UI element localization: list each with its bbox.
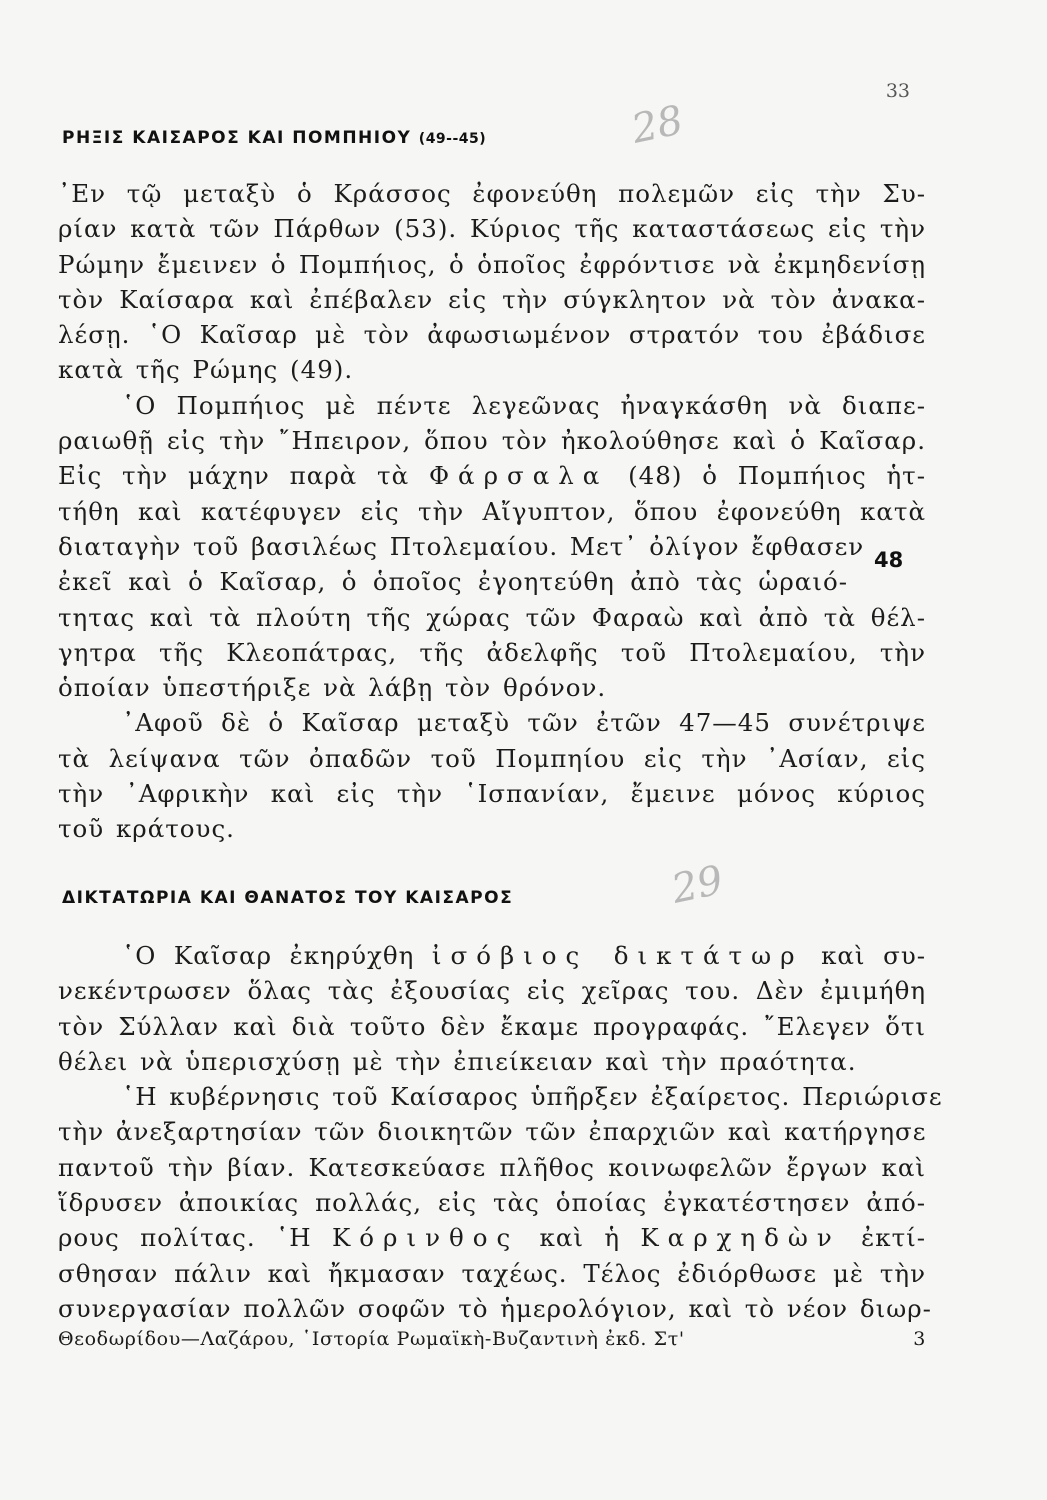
text-line: τοῦ κράτους. <box>58 814 235 844</box>
text-line: θέλει νὰ ὑπερισχύσῃ μὲ τὴν ἐπιείκειαν καὶ τὴν πραότητα. <box>58 1046 857 1076</box>
text-line: ἐκεῖ καὶ ὁ Καῖσαρ, ὁ ὁποῖος ἐγοητεύθη ἀπὸ τὰς ὡραιό- <box>58 567 848 597</box>
emphasized-place-carthage: Καρχηδὼν <box>640 1223 841 1253</box>
text-line: παντοῦ τὴν βίαν. Κατεσκεύασε πλῆθος κοινωφελῶν ἔργων καὶ <box>58 1152 926 1182</box>
section-heading-1-years: (49--45) <box>418 131 487 147</box>
signature-mark: 3 <box>913 1328 926 1350</box>
handwritten-note-28: 28 <box>627 97 688 153</box>
section-heading-2: ΔΙΚΤΑΤΩΡΙΑ ΚΑΙ ΘΑΝΑΤΟΣ ΤΟΥ ΚΑΙΣΑΡΟΣ <box>62 888 514 908</box>
text-line-with-emphasis <box>58 938 926 973</box>
text-line: τὰ λείψανα τῶν ὀπαδῶν τοῦ Πομπηίου εἰς τὴν ᾿Ασίαν, εἰς <box>58 743 926 773</box>
text-line: ᾿Αφοῦ δὲ ὁ Καῖσαρ μεταξὺ τῶν ἐτῶν 47—45 συνέτριψε <box>122 708 926 738</box>
page-footer <box>58 1328 926 1350</box>
text-fragment: ῾Ο Καῖσαρ ἐκηρύχθη <box>122 941 415 970</box>
text-line: ᾿Εν τῷ μεταξὺ ὁ Κράσσος ἐφονεύθη πολεμῶν εἰς τὴν Συ- <box>58 179 926 208</box>
text-line: τὴν ἀνεξαρτησίαν τῶν διοικητῶν τῶν ἐπαρχιῶν καὶ κατήργησε <box>58 1117 927 1147</box>
text-line: συνεργασίαν πολλῶν σοφῶν τὸ ἡμερολόγιον, καὶ τὸ νέον διωρ- <box>58 1293 932 1323</box>
section-2-body <box>58 938 943 1326</box>
text-fragment: ρους πολίτας. ῾Η <box>58 1223 312 1253</box>
text-line: ρίαν κατὰ τῶν Πάρθων (53). Κύριος τῆς καταστάσεως εἰς τὴν <box>58 214 926 244</box>
text-fragment: καὶ συ- <box>821 941 926 970</box>
text-line: τητας καὶ τὰ πλούτη τῆς χώρας τῶν Φαραὼ καὶ ἀπὸ τὰ θέλ- <box>58 602 926 632</box>
page-number: 33 <box>885 80 910 102</box>
book-citation: Θεοδωρίδου—Λαζάρου, ῾Ιστορία Ρωμαϊκὴ-Βυζαντινὴ ἐκδ. Στ' <box>58 1328 685 1350</box>
handwritten-note-29: 29 <box>667 857 728 913</box>
text-fragment: (48) ὁ Πομπήιος ἡτ- <box>628 461 926 491</box>
text-line: τὴν ᾿Αφρικὴν καὶ εἰς τὴν ῾Ισπανίαν, ἔμεινε μόνος κύριος <box>58 779 926 809</box>
text-line: ραιωθῇ εἰς τὴν ῎Ηπειρον, ὅπου τὸν ἠκολούθησε καὶ ὁ Καῖσαρ. <box>58 426 926 456</box>
text-line: σθησαν πάλιν καὶ ἤκμασαν ταχέως. Τέλος ἐδιόρθωσε μὲ τὴν <box>58 1258 926 1288</box>
section-heading-1-title: ΡΗΞΙΣ ΚΑΙΣΑΡΟΣ ΚΑΙ ΠΟΜΠΗΙΟΥ <box>62 128 412 148</box>
text-line: Ρώμην ἔμεινεν ὁ Πομπήιος, ὁ ὁποῖος ἐφρόντισε νὰ ἐκμηδενίσῃ <box>58 249 926 279</box>
text-line-with-emphasis <box>58 458 926 493</box>
emphasized-title-dictator: ἰσόβιος δικτάτωρ <box>431 941 804 970</box>
text-line: τήθη καὶ κατέφυγεν εἰς τὴν Αἴγυπτον, ὅπου ἐφονεύθη κατὰ <box>58 496 926 526</box>
text-fragment: Εἰς τὴν μάχην παρὰ τὰ <box>58 461 410 491</box>
text-line: τὸν Σύλλαν καὶ διὰ τοῦτο δὲν ἔκαμε προγραφάς. ῎Ελεγεν ὅτι <box>58 1011 926 1041</box>
text-line: ῾Η κυβέρνησις τοῦ Καίσαρος ὑπῆρξεν ἐξαίρετος. Περιώρισε <box>122 1082 943 1112</box>
text-line: κατὰ τῆς Ρώμης (49). <box>58 355 354 385</box>
margin-number: 48 <box>874 548 904 572</box>
text-line: λέσῃ. ῾Ο Καῖσαρ μὲ τὸν ἀφωσιωμένον στρατόν του ἐβάδισε <box>58 320 926 350</box>
text-line: γητρα τῆς Κλεοπάτρας, τῆς ἀδελφῆς τοῦ Πτολεμαίου, τὴν <box>58 637 926 667</box>
text-line: νεκέντρωσεν ὅλας τὰς ἐξουσίας εἰς χεῖρας του. Δὲν ἐμιμήθη <box>58 976 926 1006</box>
section-1-body <box>58 176 926 847</box>
text-line: ὁποίαν ὑπεστήριξε νὰ λάβῃ τὸν θρόνον. <box>58 673 607 703</box>
text-line-with-emphasis <box>58 1220 926 1255</box>
text-fragment: ἐκτί- <box>861 1223 927 1253</box>
text-line: ἵδρυσεν ἀποικίας πολλάς, εἰς τὰς ὁποίας ἐγκατέστησεν ἀπό- <box>58 1188 926 1218</box>
text-line: διαταγὴν τοῦ βασιλέως Πτολεμαίου. Μετ᾿ ὀλίγον ἔφθασεν <box>58 531 865 561</box>
emphasized-place-pharsalus: Φάρσαλα <box>428 461 609 491</box>
emphasized-place-corinth: Κόρινθος <box>332 1223 520 1253</box>
text-line: τὸν Καίσαρα καὶ ἐπέβαλεν εἰς τὴν σύγκλητον νὰ τὸν ἀνακα- <box>58 284 926 314</box>
text-fragment: καὶ ἡ <box>539 1223 621 1253</box>
text-line: ῾Ο Πομπήιος μὲ πέντε λεγεῶνας ἠναγκάσθη νὰ διαπε- <box>122 390 926 420</box>
